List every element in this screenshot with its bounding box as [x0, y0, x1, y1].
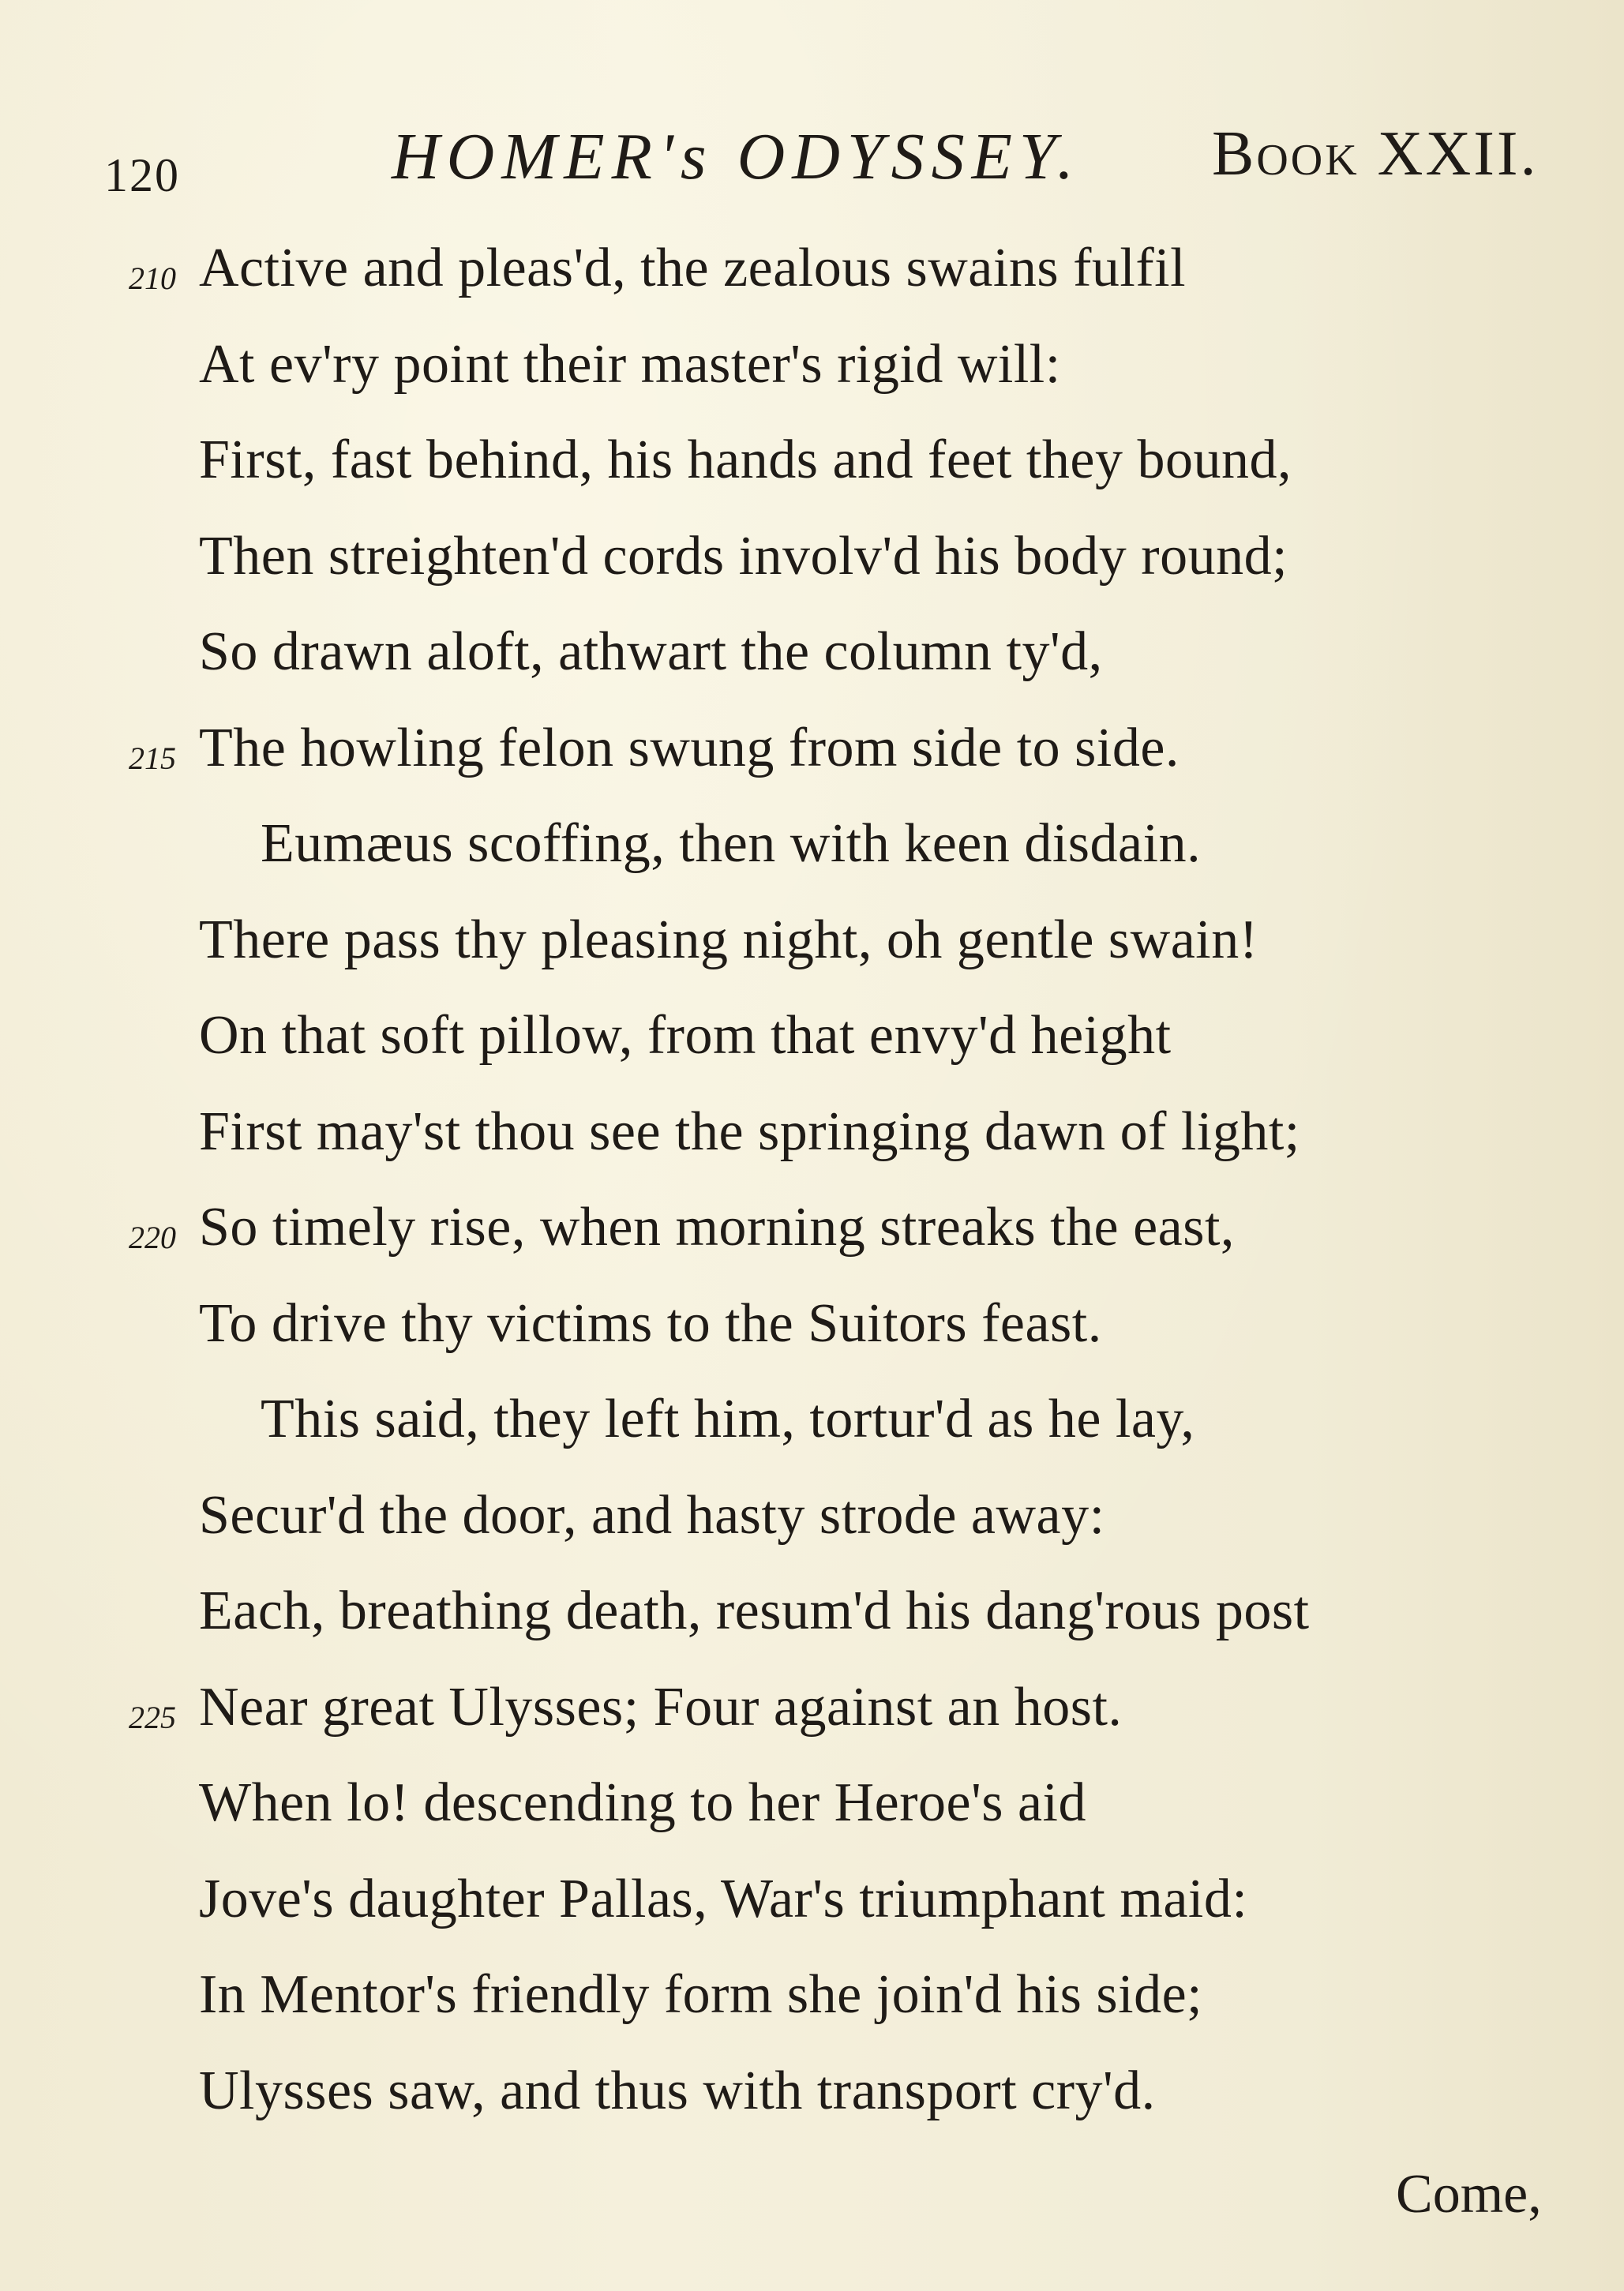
- line-number: 220: [129, 1220, 176, 1255]
- catchword: Come,: [1396, 2164, 1542, 2225]
- poem-line: [0, 1188, 1624, 1267]
- line-text: Jove's daughter Pallas, War's triumphant maid:: [199, 1869, 1248, 1929]
- poem-line: [0, 804, 1624, 883]
- line-text: To drive thy victims to the Suitors feast.: [199, 1293, 1102, 1354]
- poem-line: [0, 1380, 1624, 1459]
- page-header: [0, 111, 1624, 201]
- line-text: Each, breathing death, resum'd his dang'rous post: [199, 1580, 1310, 1641]
- poem-line: [0, 2052, 1624, 2131]
- line-text: So drawn aloft, athwart the column ty'd,: [199, 621, 1103, 682]
- line-number: 215: [129, 741, 176, 776]
- page-number: 120: [104, 149, 180, 201]
- poem-line: [0, 1955, 1624, 2034]
- poem-line: [0, 517, 1624, 596]
- poem-line: [0, 996, 1624, 1075]
- poem-line: [0, 1572, 1624, 1651]
- line-text: Secur'd the door, and hasty strode away:: [199, 1485, 1105, 1546]
- running-title: HOMER's ODYSSEY.: [392, 120, 1081, 193]
- poem-line: [0, 613, 1624, 692]
- poem-line: [0, 1093, 1624, 1172]
- poem-line: [0, 901, 1624, 980]
- line-text: Near great Ulysses; Four against an host.: [199, 1677, 1123, 1738]
- poem-line: [0, 1284, 1624, 1363]
- line-text: In Mentor's friendly form she join'd his side;: [199, 1964, 1203, 2025]
- poem-line: [0, 325, 1624, 404]
- poem-line: [0, 1668, 1624, 1747]
- poem-line: [0, 1764, 1624, 1843]
- book-label-text: Book XXII.: [1212, 119, 1539, 189]
- line-text: The howling felon swung from side to side.: [199, 718, 1180, 778]
- line-text: On that soft pillow, from that envy'd height: [199, 1005, 1172, 1066]
- line-text: Active and pleas'd, the zealous swains fulfil: [199, 238, 1187, 298]
- line-number: 225: [129, 1700, 176, 1735]
- line-text: So timely rise, when morning streaks the east,: [199, 1197, 1235, 1258]
- poem-line: [0, 421, 1624, 500]
- line-number: 210: [129, 261, 176, 296]
- poem-line: [0, 229, 1624, 308]
- poem-line: [0, 1860, 1624, 1939]
- line-text: When lo! descending to her Heroe's aid: [199, 1772, 1086, 1833]
- book-label: [1212, 118, 1539, 190]
- line-text: Then streighten'd cords involv'd his body round;: [199, 526, 1288, 587]
- line-text: First, fast behind, his hands and feet they bound,: [199, 429, 1292, 490]
- line-text: Ulysses saw, and thus with transport cry'd.: [199, 2060, 1156, 2121]
- line-text: First may'st thou see the springing dawn of light;: [199, 1101, 1300, 1162]
- poem-line: [0, 1476, 1624, 1555]
- line-text: There pass thy pleasing night, oh gentle swain!: [199, 909, 1258, 970]
- line-text: This said, they left him, tortur'd as he lay,: [261, 1389, 1195, 1449]
- poem-line: [0, 709, 1624, 788]
- line-text: At ev'ry point their master's rigid will:: [199, 334, 1061, 395]
- line-text: Eumæus scoffing, then with keen disdain.: [261, 813, 1202, 874]
